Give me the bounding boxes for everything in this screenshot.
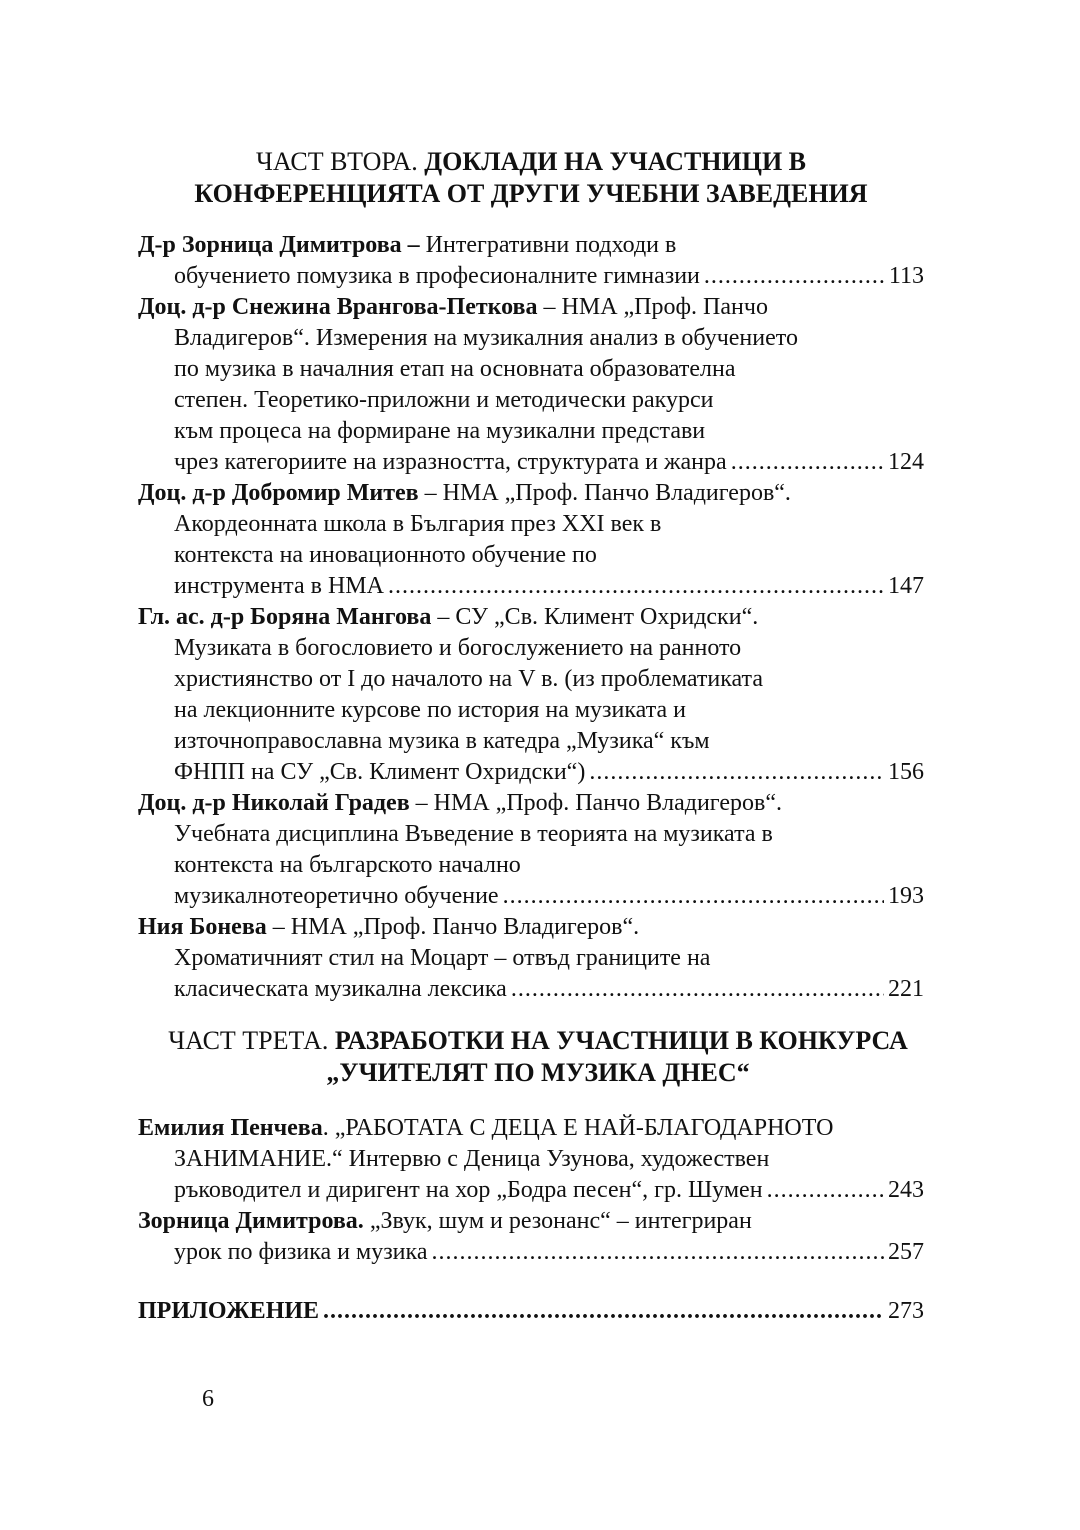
part-three-title-2: „УЧИТЕЛЯТ ПО МУЗИКА ДНЕС“ [326,1058,750,1087]
entry-author: Д-р Зорница Димитрова – [138,232,420,258]
entry-title-line: Владигеров“. Измерения на музикалния анализ в обучението [174,325,798,351]
entry-author: Гл. ас. д-р Боряна Мангова [138,604,432,630]
entry-title-end: чрез категориите на изразността, структурата и жанра [174,449,727,475]
entry-author: Ния Бонева [138,914,267,940]
part-three-heading [118,1025,958,1089]
entry-title-end: музикалнотеоретично обучение [174,883,499,909]
entry-title-start: – НМА „Проф. Панчо Владигеров“. [418,480,791,506]
entry-title-line: християнство от I до началото на V в. (из проблематиката [174,666,763,692]
entry-title-line: Акордеонната школа в България през XXI век в [174,511,662,537]
toc-entry [138,602,924,788]
entry-title-end: обучението помузика в професионалните гимназии [174,263,700,289]
part-three-heading-line-1 [118,1025,958,1057]
entry-page-number: 124 [888,449,924,475]
entry-page-number: 257 [888,1239,924,1265]
entry-last-line [138,1175,924,1206]
part-three-prefix: ЧАСТ ТРЕТА. [168,1026,335,1055]
entry-title-line: ЗАНИМАНИЕ.“ Интервю с Деница Узунова, художествен [174,1146,770,1172]
entry-author: Зорница Димитрова. [138,1208,364,1234]
part-two-entries [138,230,924,1005]
entry-title-end: класическата музикална лексика [174,976,507,1002]
entry-title-end: ръководител и диригент на хор „Бодра песен“, гр. Шумен [174,1177,763,1203]
appendix-page-number: 273 [888,1298,924,1324]
entry-last-line [138,881,924,912]
entry-last-line [138,974,924,1005]
entry-title-end: урок по физика и музика [174,1239,428,1265]
toc-entry [138,1113,924,1206]
entry-author: Доц. д-р Добромир Митев [138,480,419,506]
entry-title-line: Хроматичният стил на Моцарт – отвъд границите на [174,945,711,971]
part-three-title-1: РАЗРАБОТКИ НА УЧАСТНИЦИ В КОНКУРСА [334,1026,908,1055]
entry-title-end: ФНПП на СУ „Св. Климент Охридски“) [174,759,586,785]
dot-leader [503,881,884,912]
entry-title-start: – НМА „Проф. Панчо [537,294,768,320]
entry-last-line [138,1237,924,1268]
entry-title-start: – НМА „Проф. Панчо Владигеров“. [266,914,640,940]
entry-author: Доц. д-р Николай Градев [138,790,410,816]
entry-title-line: към процеса на формиране на музикални представи [174,418,706,444]
dot-leader [589,757,884,788]
part-two-heading-line-1 [138,146,924,178]
dot-leader [511,974,884,1005]
entry-title-start: Интегративни подходи в [419,232,677,258]
appendix-entry [138,1296,924,1327]
entry-title-line: контекста на иновационното обучение по [174,542,597,568]
entry-title-end: инструмента в НМА [174,573,384,599]
entry-title-line: източноправославна музика в катедра „Музика“ към [174,728,710,754]
entry-last-line [138,447,924,478]
entry-page-number: 221 [888,976,924,1002]
part-two-prefix: ЧАСТ ВТОРА. [255,147,425,176]
entry-title-line: степен. Теоретико-приложни и методически ракурси [174,387,714,413]
entry-page-number: 113 [888,263,924,289]
entry-page-number: 156 [888,759,924,785]
dot-leader [388,571,884,602]
entry-last-line [138,757,924,788]
entry-title-start: – СУ „Св. Климент Охридски“. [431,604,759,630]
toc-entry [138,912,924,1005]
toc-entry [138,788,924,912]
appendix-label: ПРИЛОЖЕНИЕ [138,1298,320,1324]
dot-leader [323,1296,884,1327]
dot-leader [731,447,884,478]
dot-leader [767,1175,884,1206]
entry-page-number: 147 [888,573,924,599]
entry-author: Доц. д-р Снежина Врангова-Петкова [138,294,538,320]
entry-last-line [138,571,924,602]
entry-title-line: Музиката в богословието и богослужението на ранното [174,635,742,661]
entry-title-line: контекста на българското начално [174,852,521,878]
page-number: 6 [202,1386,214,1412]
entry-title-line: Учебната дисциплина Въведение в теорията на музиката в [174,821,773,847]
entry-title-start: . „РАБОТАТА С ДЕЦА Е НАЙ-БЛАГОДАРНОТО [322,1115,834,1141]
entry-title-line: на лекционните курсове по история на музиката и [174,697,686,723]
dot-leader [431,1237,884,1268]
part-two-title-2: КОНФЕРЕНЦИЯТА ОТ ДРУГИ УЧЕБНИ ЗАВЕДЕНИЯ [194,179,868,208]
entry-page-number: 193 [888,883,924,909]
entry-title-start: „Звук, шум и резонанс“ – интегриран [363,1208,752,1234]
toc-entry [138,230,924,292]
toc-entry [138,292,924,478]
entry-last-line [138,261,924,292]
entry-title-line: по музика в началния етап на основната образователна [174,356,736,382]
toc-entry [138,1206,924,1268]
part-two-heading [138,146,924,210]
entry-author: Емилия Пенчева [138,1115,323,1141]
part-three-entries [138,1113,924,1268]
toc-entry [138,478,924,602]
entry-title-start: – НМА „Проф. Панчо Владигеров“. [409,790,782,816]
part-two-title-1: ДОКЛАДИ НА УЧАСТНИЦИ В [424,147,807,176]
dot-leader [704,261,885,292]
entry-page-number: 243 [888,1177,924,1203]
